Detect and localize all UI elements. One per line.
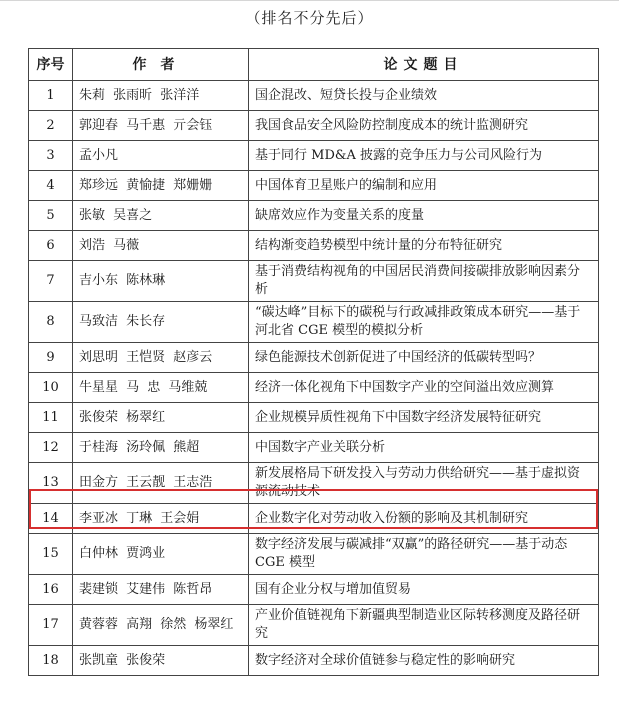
table-header-row: [29, 49, 599, 81]
row-paper-title: 数字经济发展与碳减排“双赢”的路径研究——基于动态 CGE 模型: [249, 534, 599, 575]
table-row: [29, 403, 599, 433]
row-paper-title: 我国食品安全风险防控制度成本的统计监测研究: [249, 111, 599, 141]
row-authors: 黄蓉蓉 高翔 徐然 杨翠红: [73, 605, 249, 646]
row-authors: 裴建锁 艾建伟 陈哲昂: [73, 575, 249, 605]
table-row: [29, 463, 599, 504]
table-row: [29, 171, 599, 201]
row-number: 10: [29, 373, 73, 403]
ranking-note: （排名不分先后）: [245, 9, 374, 27]
row-paper-title: 国企混改、短贷长投与企业绩效: [249, 81, 599, 111]
row-authors: 郑珍远 黄愉捷 郑姗姗: [73, 171, 249, 201]
row-paper-title: 企业数字化对劳动收入份额的影响及其机制研究: [249, 504, 599, 534]
row-authors: 孟小凡: [73, 141, 249, 171]
row-authors: 于桂海 汤玲佩 熊超: [73, 433, 249, 463]
row-number: 16: [29, 575, 73, 605]
row-paper-title: 经济一体化视角下中国数字产业的空间溢出效应测算: [249, 373, 599, 403]
row-number: 15: [29, 534, 73, 575]
papers-table: [28, 48, 599, 676]
row-paper-title: 产业价值链视角下新疆典型制造业区际转移测度及路径研究: [249, 605, 599, 646]
table-row: [29, 575, 599, 605]
row-number: 18: [29, 646, 73, 676]
row-number: 11: [29, 403, 73, 433]
row-authors: 牛星星 马 忠 马维兢: [73, 373, 249, 403]
row-authors: 吉小东 陈林琳: [73, 261, 249, 302]
top-divider: [0, 0, 619, 1]
row-paper-title: 企业规模异质性视角下中国数字经济发展特征研究: [249, 403, 599, 433]
row-authors: 张俊荣 杨翠红: [73, 403, 249, 433]
row-authors: 李亚冰 丁琳 王会娟: [73, 504, 249, 534]
header-paper-title: 论文题目: [249, 49, 599, 81]
row-authors: 郭迎春 马千惠 亓会钰: [73, 111, 249, 141]
row-number: 7: [29, 261, 73, 302]
row-number: 9: [29, 343, 73, 373]
row-paper-title: 数字经济对全球价值链参与稳定性的影响研究: [249, 646, 599, 676]
row-paper-title: 中国数字产业关联分析: [249, 433, 599, 463]
table-row: [29, 373, 599, 403]
row-authors: 朱莉 张雨昕 张洋洋: [73, 81, 249, 111]
row-paper-title: “碳达峰”目标下的碳税与行政减排政策成本研究——基于河北省 CGE 模型的模拟分析: [249, 302, 599, 343]
table-row: [29, 433, 599, 463]
row-number: 13: [29, 463, 73, 504]
row-authors: 刘浩 马薇: [73, 231, 249, 261]
table-row: [29, 646, 599, 676]
row-number: 2: [29, 111, 73, 141]
table-row: [29, 261, 599, 302]
table-row: [29, 201, 599, 231]
row-number: 5: [29, 201, 73, 231]
row-paper-title: 中国体育卫星账户的编制和应用: [249, 171, 599, 201]
row-authors: 张敏 吴喜之: [73, 201, 249, 231]
table-row: [29, 343, 599, 373]
header-serial-number: 序号: [29, 49, 73, 81]
table-row: [29, 141, 599, 171]
row-number: 17: [29, 605, 73, 646]
header-authors: 作者: [73, 49, 249, 81]
row-paper-title: 结构渐变趋势模型中统计量的分布特征研究: [249, 231, 599, 261]
row-paper-title: 缺席效应作为变量关系的度量: [249, 201, 599, 231]
row-authors: 田金方 王云靓 王志浩: [73, 463, 249, 504]
row-authors: 白仲林 贾鸿业: [73, 534, 249, 575]
row-authors: 马致洁 朱长存: [73, 302, 249, 343]
row-paper-title: 新发展格局下研发投入与劳动力供给研究——基于虚拟资源流动技术: [249, 463, 599, 504]
row-number: 14: [29, 504, 73, 534]
row-authors: 刘思明 王恺贤 赵彦云: [73, 343, 249, 373]
row-paper-title: 国有企业分权与增加值贸易: [249, 575, 599, 605]
row-authors: 张凯童 张俊荣: [73, 646, 249, 676]
table-row: [29, 534, 599, 575]
row-number: 6: [29, 231, 73, 261]
row-paper-title: 绿色能源技术创新促进了中国经济的低碳转型吗？: [249, 343, 599, 373]
table-row: [29, 231, 599, 261]
row-number: 12: [29, 433, 73, 463]
table-row: [29, 111, 599, 141]
table-row: [29, 605, 599, 646]
row-number: 4: [29, 171, 73, 201]
row-number: 8: [29, 302, 73, 343]
row-paper-title: 基于同行 MD&A 披露的竞争压力与公司风险行为: [249, 141, 599, 171]
table-row: [29, 302, 599, 343]
table-row: [29, 81, 599, 111]
row-number: 1: [29, 81, 73, 111]
row-paper-title: 基于消费结构视角的中国居民消费间接碳排放影响因素分析: [249, 261, 599, 302]
table-row: [29, 504, 599, 534]
row-number: 3: [29, 141, 73, 171]
